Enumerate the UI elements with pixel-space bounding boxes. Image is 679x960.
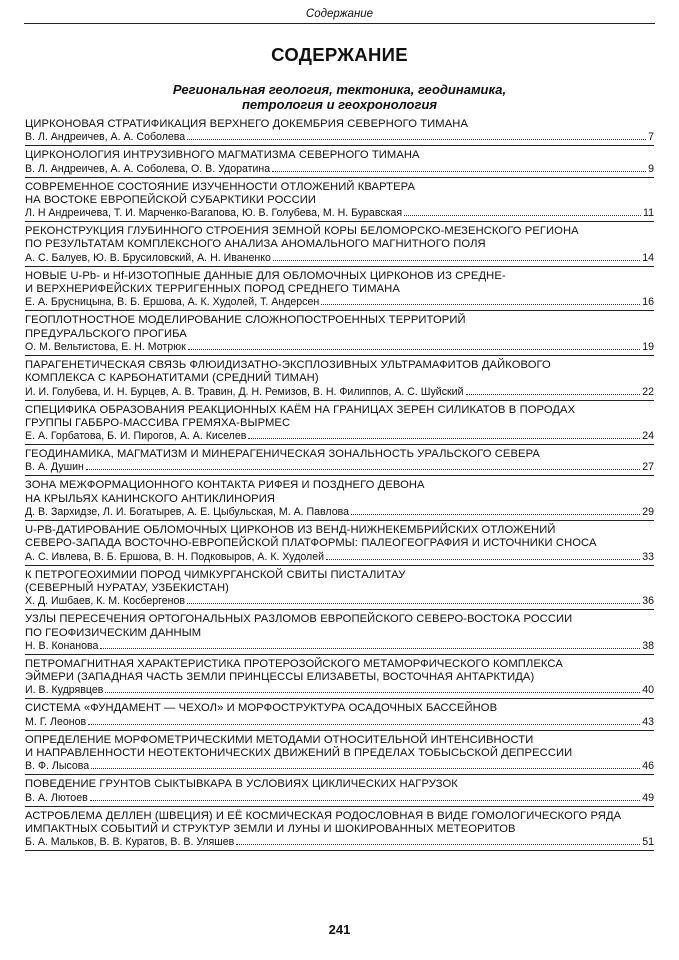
toc-entry-title: ПО ГЕОФИЗИЧЕСКИМ ДАННЫМ xyxy=(25,626,202,639)
toc-entry-page: 40 xyxy=(642,684,654,697)
toc-entry-title: СЕВЕРО-ЗАПАДА ВОСТОЧНО-ЕВРОПЕЙСКОЙ ПЛАТФОРМЫ: ПАЛЕОГЕОГРАФИЯ И ИСТОЧНИКИ СНОСА xyxy=(25,537,597,550)
toc-entry-page: 22 xyxy=(642,385,654,398)
toc-entry-title: СИСТЕМА «ФУНДАМЕНТ — ЧЕХОЛ» И МОРФОСТРУКТУРА ОСАДОЧНЫХ БАССЕЙНОВ xyxy=(25,702,498,715)
toc-entry-author-line xyxy=(25,716,654,729)
toc-entry-authors: Е. А. Горбатова, Б. И. Пирогов, А. А. Киселев xyxy=(25,430,247,443)
toc-entry-title: ПАРАГЕНЕТИЧЕСКАЯ СВЯЗЬ ФЛЮИДИЗАТНО-ЭКСПЛОЗИВНЫХ УЛЬТРАМАФИТОВ ДАЙКОВОГО xyxy=(25,358,551,371)
toc-entry-page: 29 xyxy=(642,506,654,519)
toc-entry-title: И НАПРАВЛЕННОСТИ НЕОТЕКТОНИЧЕСКИХ ДВИЖЕНИЙ В ПРЕДЕЛАХ ТОБЫСЬСКОЙ ДЕПРЕССИИ xyxy=(25,747,573,760)
toc-entry xyxy=(25,658,654,700)
toc-entry xyxy=(25,270,654,312)
toc-entry-page: 24 xyxy=(642,430,654,443)
toc-entry-authors: И. И. Голубева, И. Н. Бурцев, А. В. Травин, Д. Н. Ремизов, В. Н. Филиппов, А. С. Шуйский xyxy=(25,385,464,398)
toc-entry-author-line xyxy=(25,551,654,564)
toc-entry-authors: Л. Н Андреичева, Т. И. Марченко-Вагапова, Ю. В. Голубева, М. Н. Буравская xyxy=(25,207,403,220)
toc-entry-title: ПРЕДУРАЛЬСКОГО ПРОГИБА xyxy=(25,327,187,340)
toc-entry xyxy=(25,359,654,401)
toc-entry-author-line xyxy=(25,207,654,220)
toc-entry-authors: И. В. Кудрявцев xyxy=(25,684,104,697)
toc-entry xyxy=(25,613,654,655)
toc-entry-page: 46 xyxy=(642,760,654,773)
toc-entry xyxy=(25,118,654,146)
toc-entry-title: (СЕВЕРНЫЙ НУРАТАУ, УЗБЕКИСТАН) xyxy=(25,581,229,594)
toc-entry-author-line xyxy=(25,386,654,399)
toc-entry xyxy=(25,524,654,566)
toc-entry-page: 16 xyxy=(642,296,654,309)
toc-entry-page: 43 xyxy=(642,715,654,728)
dot-leader xyxy=(272,170,646,172)
toc-entry xyxy=(25,314,654,356)
toc-entry-page: 27 xyxy=(642,461,654,474)
dot-leader xyxy=(100,647,640,649)
toc-entry-title: ПЕТРОМАГНИТНАЯ ХАРАКТЕРИСТИКА ПРОТЕРОЗОЙСКОГО МЕТАМОРФИЧЕСКОГО КОМПЛЕКСА xyxy=(25,657,563,670)
dot-leader xyxy=(466,393,641,395)
dot-leader xyxy=(273,259,640,261)
toc-entry-authors: Д. В. Зархидзе, Л. И. Богатырев, А. Е. Цыбульская, М. А. Павлова xyxy=(25,506,350,519)
entry-divider xyxy=(25,774,654,775)
dot-leader xyxy=(248,437,640,439)
entry-divider xyxy=(25,698,654,699)
entry-divider xyxy=(25,654,654,655)
section-heading-line-2: петрология и геохронология xyxy=(241,97,438,112)
toc-entry-authors: В. Л. Андреичев, А. А. Соболева xyxy=(25,131,186,144)
toc-entry-title: ИМПАКТНЫХ СОБЫТИЙ И СТРУКТУР ЗЕМЛИ И ЛУНЫ И ШОКИРОВАННЫХ МЕТЕОРИТОВ xyxy=(25,822,516,835)
toc-entry xyxy=(25,448,654,476)
toc-entry-author-line xyxy=(25,461,654,474)
toc-entry-title: И ВЕРХНЕРИФЕЙСКИХ ТЕРРИГЕННЫХ ПОРОД СРЕДНЕГО ТИМАНА xyxy=(25,283,400,296)
toc-entry xyxy=(25,778,654,806)
toc-entry-title: РЕКОНСТРУКЦИЯ ГЛУБИННОГО СТРОЕНИЯ ЗЕМНОЙ КОРЫ БЕЛОМОРСКО-МЕЗЕНСКОГО РЕГИОНА xyxy=(25,225,579,238)
entry-divider xyxy=(25,266,654,267)
toc-entry-title: ГРУППЫ ГАББРО-МАССИВА ГРЕМЯХА-ВЫРМЕС xyxy=(25,416,291,429)
toc-entry-page: 19 xyxy=(642,340,654,353)
toc-entry-author-line xyxy=(25,430,654,443)
toc-entry-page: 11 xyxy=(643,207,654,220)
toc-entry-page: 49 xyxy=(642,791,654,804)
toc-entry-authors: Б. А. Мальков, В. В. Куратов, В. В. Уляшев xyxy=(25,836,235,849)
toc-entry-authors: М. Г. Леонов xyxy=(25,715,87,728)
toc-entry-authors: В. Ф. Лысова xyxy=(25,760,90,773)
toc-entry-authors: О. М. Вельтистова, Е. Н. Мотрюк xyxy=(25,340,186,353)
dot-leader xyxy=(86,468,640,470)
toc-entry-title: U-PB-ДАТИРОВАНИЕ ОБЛОМОЧНЫХ ЦИРКОНОВ ИЗ ВЕНД-НИЖНЕКЕМБРИЙСКИХ ОТЛОЖЕНИЙ xyxy=(25,524,556,537)
toc-entry-title: ПО РЕЗУЛЬТАТАМ КОМПЛЕКСНОГО АНАЛИЗА АНОМАЛЬНОГО МАГНИТНОГО ПОЛЯ xyxy=(25,238,486,251)
toc-entry-author-line xyxy=(25,760,654,773)
toc-entry-author-line xyxy=(25,163,654,176)
entry-divider xyxy=(25,177,654,178)
toc-entry-title: УЗЛЫ ПЕРЕСЕЧЕНИЯ ОРТОГОНАЛЬНЫХ РАЗЛОМОВ ЕВРОПЕЙСКОГО СЕВЕРО-ВОСТОКА РОССИИ xyxy=(25,613,573,626)
toc-entry-author-line xyxy=(25,341,654,354)
page-title: СОДЕРЖАНИЕ xyxy=(271,44,408,65)
entry-divider xyxy=(25,400,654,401)
toc-entry-title: К ПЕТРОГЕОХИМИИ ПОРОД ЧИМКУРГАНСКОЙ СВИТЫ ПИСТАЛИТАУ xyxy=(25,568,406,581)
entry-divider xyxy=(25,145,654,146)
entry-divider xyxy=(25,520,654,521)
toc-entry xyxy=(25,181,654,223)
toc-entry-author-line xyxy=(25,252,654,265)
toc-entry-authors: А. С. Ивлева, В. Б. Ершова, В. Н. Подковыров, А. К. Худолей xyxy=(25,550,325,563)
toc-entry-title: СОВРЕМЕННОЕ СОСТОЯНИЕ ИЗУЧЕННОСТИ ОТЛОЖЕНИЙ КВАРТЕРА xyxy=(25,180,416,193)
toc-entry-page: 9 xyxy=(648,162,654,175)
toc-entry-title: ОПРЕДЕЛЕНИЕ МОРФОМЕТРИЧЕСКИМИ МЕТОДАМИ ОТНОСИТЕЛЬНОЙ ИНТЕНСИВНОСТИ xyxy=(25,733,534,746)
toc-entry-page: 7 xyxy=(648,131,654,144)
entry-divider xyxy=(25,310,654,311)
section-heading xyxy=(40,82,639,112)
toc-entry-authors: Н. В. Конанова xyxy=(25,639,99,652)
dot-leader xyxy=(88,723,640,725)
dot-leader xyxy=(326,558,640,560)
toc-entry xyxy=(25,702,654,730)
toc-entry xyxy=(25,404,654,446)
toc-entry-title: ЭЙМЕРИ (ЗАПАДНАЯ ЧАСТЬ ЗЕМЛИ ПРИНЦЕССЫ ЕЛИЗАВЕТЫ, ВОСТОЧНАЯ АНТАРКТИДА) xyxy=(25,671,535,684)
entry-divider xyxy=(25,355,654,356)
dot-leader xyxy=(351,513,640,515)
toc-entry-page: 51 xyxy=(642,836,654,849)
toc-entry-page: 36 xyxy=(642,595,654,608)
table-of-contents xyxy=(25,118,654,854)
toc-entry-title: АСТРОБЛЕМА ДЕЛЛЕН (ШВЕЦИЯ) И ЕЁ КОСМИЧЕСКАЯ РОДОСЛОВНАЯ В ВИДЕ ГОМОЛОГИЧЕСКОГО РЯДА xyxy=(25,809,622,822)
dot-leader xyxy=(105,691,640,693)
dot-leader xyxy=(90,799,640,801)
toc-entry-title: НА ВОСТОКЕ ЕВРОПЕЙСКОЙ СУБАРКТИКИ РОССИИ xyxy=(25,193,317,206)
toc-entry xyxy=(25,479,654,521)
toc-entry-authors: Е. А. Брусницына, В. Б. Ершова, А. К. Худолей, Т. Андерсен xyxy=(25,296,320,309)
toc-entry-title: КОМПЛЕКСА С КАРБОНАТИТАМИ (СРЕДНИЙ ТИМАН) xyxy=(25,372,319,385)
section-heading-line-1: Региональная геология, тектоника, геодинамика, xyxy=(172,82,507,97)
toc-entry-author-line xyxy=(25,131,654,144)
entry-divider xyxy=(25,806,654,807)
toc-entry-title: ЦИРКОНОЛОГИЯ ИНТРУЗИВНОГО МАГМАТИЗМА СЕВЕРНОГО ТИМАНА xyxy=(25,149,420,162)
toc-entry-page: 33 xyxy=(642,550,654,563)
toc-entry-page: 14 xyxy=(642,251,654,264)
toc-entry xyxy=(25,810,654,852)
entry-divider xyxy=(25,475,654,476)
toc-entry-title: ЦИРКОНОВАЯ СТРАТИФИКАЦИЯ ВЕРХНЕГО ДОКЕМБРИЯ СЕВЕРНОГО ТИМАНА xyxy=(25,118,469,130)
toc-entry-authors: В. Л. Андреичев, А. А. Соболева, О. В. Удоратина xyxy=(25,162,271,175)
toc-entry-title: НА КРЫЛЬЯХ КАНИНСКОГО АНТИКЛИНОРИЯ xyxy=(25,492,276,505)
entry-divider xyxy=(25,609,654,610)
toc-entry xyxy=(25,149,654,177)
toc-entry-page: 38 xyxy=(642,639,654,652)
toc-entry xyxy=(25,734,654,776)
toc-entry-authors: В. А. Душин xyxy=(25,461,84,474)
toc-entry-author-line xyxy=(25,296,654,309)
toc-entry-title: НОВЫЕ U-Pb- и Hf-ИЗОТОПНЫЕ ДАННЫЕ ДЛЯ ОБЛОМОЧНЫХ ЦИРКОНОВ ИЗ СРЕДНЕ- xyxy=(25,269,506,282)
dot-leader xyxy=(321,303,640,305)
toc-entry-author-line xyxy=(25,595,654,608)
toc-entry-author-line xyxy=(25,640,654,653)
toc-entry-author-line xyxy=(25,792,654,805)
entry-divider xyxy=(25,221,654,222)
toc-entry-title: СПЕЦИФИКА ОБРАЗОВАНИЯ РЕАКЦИОННЫХ КАЁМ НА ГРАНИЦАХ ЗЕРЕН СИЛИКАТОВ В ПОРОДАХ xyxy=(25,403,576,416)
dot-leader xyxy=(91,767,640,769)
toc-entry-authors: В. А. Лютоев xyxy=(25,791,88,804)
dot-leader xyxy=(236,843,640,845)
toc-entry xyxy=(25,569,654,611)
toc-entry-authors: А. С. Балуев, Ю. В. Брусиловский, А. Н. Иваненко xyxy=(25,251,271,264)
toc-entry-author-line xyxy=(25,506,654,519)
toc-entry-author-line xyxy=(25,684,654,697)
entry-divider xyxy=(25,850,654,851)
toc-entry-title: ГЕОДИНАМИКА, МАГМАТИЗМ И МИНЕРАГЕНИЧЕСКАЯ ЗОНАЛЬНОСТЬ УРАЛЬСКОГО СЕВЕРА xyxy=(25,448,540,461)
toc-entry xyxy=(25,225,654,267)
dot-leader xyxy=(187,138,646,140)
entry-divider xyxy=(25,565,654,566)
toc-entry-authors: Х. Д. Ишбаев, К. М. Косбергенов xyxy=(25,595,186,608)
toc-entry-title: ЗОНА МЕЖФОРМАЦИОННОГО КОНТАКТА РИФЕЯ И ПОЗДНЕГО ДЕВОНА xyxy=(25,479,425,492)
toc-entry-title: ГЕОПЛОТНОСТНОЕ МОДЕЛИРОВАНИЕ СЛОЖНОПОСТРОЕННЫХ ТЕРРИТОРИЙ xyxy=(25,314,466,327)
toc-entry-title: ПОВЕДЕНИЕ ГРУНТОВ СЫКТЫВКАРА В УСЛОВИЯХ ЦИКЛИЧЕСКИХ НАГРУЗОК xyxy=(25,778,458,791)
dot-leader xyxy=(188,348,640,350)
page-number: 241 xyxy=(328,922,351,937)
running-head: Содержание xyxy=(24,8,655,24)
entry-divider xyxy=(25,444,654,445)
toc-entry-author-line xyxy=(25,836,654,849)
entry-divider xyxy=(25,730,654,731)
dot-leader xyxy=(404,214,641,216)
dot-leader xyxy=(187,602,640,604)
